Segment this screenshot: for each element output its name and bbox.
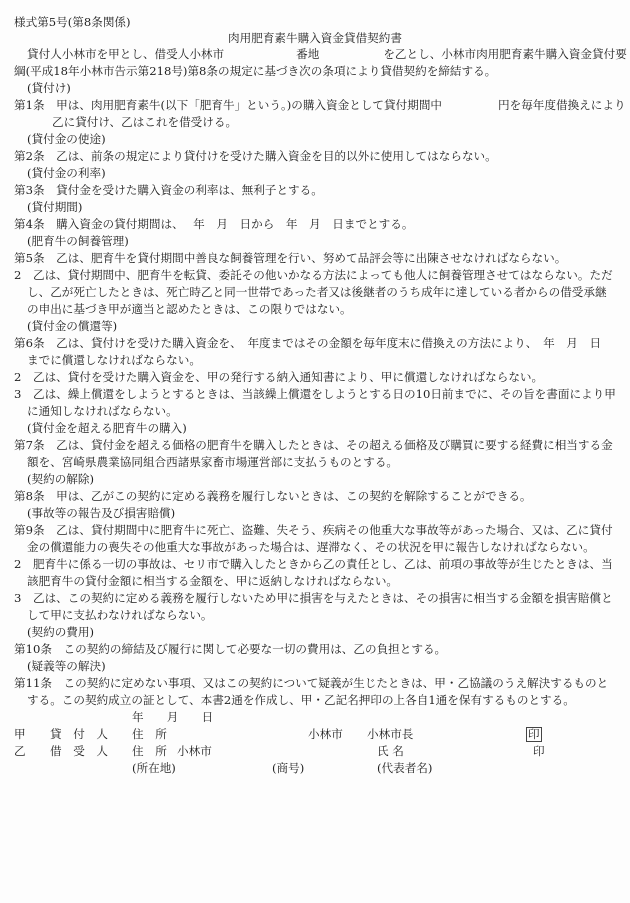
article-line: 3 乙は、この契約に定める義務を履行しないため甲に損害を与えたときは、その損害に相当する金額を損害賠償と (14, 591, 613, 605)
article-heading: (貸付金の使途) (27, 132, 106, 146)
article-line: 第7条 乙は、貸付金を超える価格の肥育牛を購入したときは、その超える価格及び購買に要する経費に相当する金 (14, 438, 613, 452)
article-line: 2 乙は、貸付を受けた購入資金を、甲の発行する納入通知書により、甲に償還しなければならない。 (14, 370, 544, 384)
article-line: 第2条 乙は、前条の規定により貸付けを受けた購入資金を目的以外に使用してはならない。 (14, 149, 497, 163)
article-heading: (貸付期間) (27, 200, 83, 214)
article-heading: (貸付金を超える肥育牛の購入) (27, 421, 187, 435)
date-line: 年 月 日 (132, 710, 214, 724)
article-heading: (事故等の報告及び損害賠償) (27, 506, 176, 520)
preamble-text-c: を乙とし、小林市肉用肥育素牛購入資金貸付要 (383, 47, 627, 61)
article-heading: (貸付金の利率) (27, 166, 106, 180)
borrower-address-value: 小林市 (177, 744, 212, 758)
article-line: 第8条 甲は、乙がこの契約に定める義務を履行しないときは、この契約を解除することができる。 (14, 489, 532, 503)
article-line: 額を、宮崎県農業協同組合西諸県家畜市場運営部に支払うものとする。 (27, 455, 399, 469)
article-line: に通知しなければならない。 (27, 404, 178, 418)
lender-seal (526, 726, 542, 742)
article-line: 乙に貸付け、乙はこれを借受ける。 (52, 115, 238, 129)
article-line: 第5条 乙は、肥育牛を貸付期間中善良な飼養管理を行い、努めて品評会等に出陳させなければならない。 (14, 251, 567, 265)
article-heading: (契約の費用) (27, 625, 95, 639)
article-heading: (貸付け) (27, 81, 71, 95)
article-1-text-b: 円を毎年度借換えにより (498, 98, 626, 112)
article-1-text-a: 第1条 甲は、肉用肥育素牛(以下「肥育牛」という。)の購入資金として貸付期間中 (14, 98, 443, 112)
article-line: 3 乙は、繰上償還をしようとするときは、当該繰上償還をしようとする日の10日前までに、その旨を書面により甲 (14, 387, 616, 401)
caption-representative: (代表者名) (377, 761, 433, 775)
article-line: 第10条 この契約の締結及び履行に関して必要な一切の費用は、乙の負担とする。 (14, 642, 447, 656)
lender-name-value: 小林市長 (367, 727, 414, 741)
borrower-name-label: 氏 名 (377, 744, 404, 758)
preamble-line-1 (27, 46, 627, 62)
caption-trade-name: (商号) (272, 761, 305, 775)
article-line: の申出に基づき甲が適当と認めたときは、この限りではない。 (27, 302, 352, 316)
article-line: 2 肥育牛に係る一切の事故は、セリ市で購入したときから乙の責任とし、乙は、前項の事故等が生じたときは、当 (14, 557, 613, 571)
article-line: し、乙が死亡したときは、死亡時乙と同一世帯であった者又は後継者のうち成年に達している者からの借受承継 (27, 285, 607, 299)
article-heading: (疑義等の解決) (27, 659, 106, 673)
borrower-party: 乙 (14, 744, 26, 758)
article-line: 第3条 貸付金を受けた購入資金の利率は、無利子とする。 (14, 183, 323, 197)
article-line: する。この契約成立の証として、本書2通を作成し、甲・乙記名押印の上各自1通を保有するものとする。 (27, 693, 575, 707)
article-line (14, 97, 626, 113)
article-line: 第9条 乙は、貸付期間中に肥育牛に死亡、盗難、失そう、疾病その他重大な事故等があった場合、又は、乙に貸付 (14, 523, 613, 537)
borrower-seal: 印 (533, 744, 545, 758)
lender-party: 甲 (14, 727, 26, 741)
lender-role: 貸 付 人 (50, 727, 108, 741)
lender-address-value: 小林市 (308, 727, 343, 741)
borrower-role: 借 受 人 (50, 744, 108, 758)
article-line: 金の償還能力の喪失その他重大な事故があった場合は、遅滞なく、その状況を甲に報告しなければならない。 (27, 540, 595, 554)
document-title: 肉用肥育素牛購入資金貸借契約書 (228, 31, 402, 45)
article-line: までに償還しなければならない。 (27, 353, 201, 367)
article-heading: (肥育牛の飼養管理) (27, 234, 129, 248)
form-label: 様式第5号(第8条関係) (14, 15, 131, 29)
article-line: 2 乙は、貸付期間中、肥育牛を転貸、委託その他いかなる方法によっても他人に飼養管理させてはならない。ただ (14, 268, 613, 282)
seal-stamp-icon: 印 (528, 727, 540, 741)
lender-address-label: 住 所 (132, 727, 167, 741)
preamble-text-a: 貸付人小林市を甲とし、借受人小林市 (27, 47, 225, 61)
article-line: 第6条 乙は、貸付けを受けた購入資金を、 年度まではその金額を毎年度末に借換えの方法により、 年 月 日 (14, 336, 602, 350)
borrower-address-label: 住 所 (132, 744, 167, 758)
preamble-line-2: 綱(平成18年小林市告示第218号)第8条の規定に基づき次の条項により貸借契約を締結する。 (14, 64, 497, 78)
article-line: して甲に支払わなければならない。 (27, 608, 213, 622)
preamble-text-b: 番地 (296, 47, 320, 61)
caption-location: (所在地) (132, 761, 176, 775)
article-line: 該肥育牛の貸付金額に相当する金額を、甲に返納しなければならない。 (27, 574, 399, 588)
article-line: 第11条 この契約に定めない事項、又はこの契約について疑義が生じたときは、甲・乙協議のうえ解決するものと (14, 676, 609, 690)
article-heading: (契約の解除) (27, 472, 95, 486)
article-line: 第4条 購入資金の貸付期間は、 年 月 日から 年 月 日までとする。 (14, 217, 414, 231)
article-heading: (貸付金の償還等) (27, 319, 118, 333)
